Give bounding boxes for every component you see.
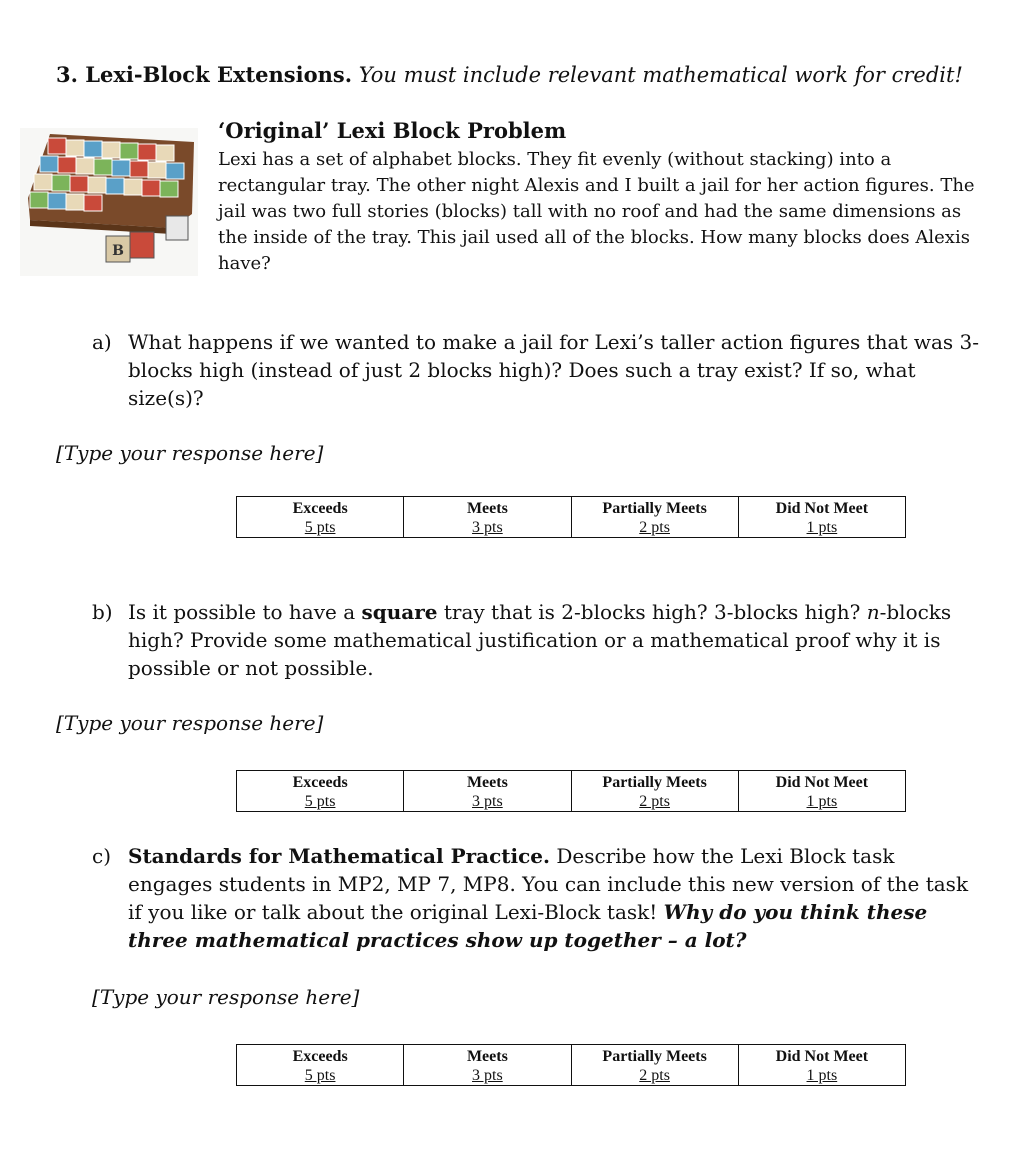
alphabet-blocks-icon [20,128,198,276]
rubric-cell[interactable]: Meets 3 pts [404,1045,571,1086]
rubric-cell[interactable]: Exceeds 5 pts [237,497,404,538]
original-problem-text: Lexi has a set of alphabet blocks. They fit evenly (without stacking) into a rectangular tray. The other night Alexis and I built a jail for her action figures. The jail was two full stories (blocks) tall with no roof and had the same dimensions as the inside of the tray. This jail used all of the blocks. How many blocks does Alexis have? [218,149,975,274]
rubric-cell[interactable]: Partially Meets 2 pts [571,1045,738,1086]
question-c [92,842,982,954]
rubric-table-c [236,1044,906,1086]
rubric-cell[interactable]: Meets 3 pts [404,497,571,538]
response-b-placeholder: Type your response here [63,711,316,735]
response-c[interactable]: [Type your response here] [92,985,360,1009]
question-a-label: a) [92,330,112,354]
rubric-table-a [236,496,906,538]
original-problem-title: ‘Original’ Lexi Block Problem [218,118,567,143]
question-a [92,328,982,412]
rubric-table-b [236,770,906,812]
question-c-text: Standards for Mathematical Practice. Describe how the Lexi Block task engages students in MP2, MP 7, MP8. You can include this new version of the task if you like or talk about the original Lexi-Block task! Why do you think these three mathematical practices show up together – a lot? [128,844,969,952]
question-b-label: b) [92,600,113,624]
question-b-text: Is it possible to have a square tray that is 2-blocks high? 3-blocks high? n-blocks high? Provide some mathematical justification or a mathematical proof why it is possible or not possible. [128,600,952,680]
rubric-cell[interactable]: Partially Meets 2 pts [571,497,738,538]
section-heading [56,62,963,87]
rubric-cell[interactable]: Exceeds 5 pts [237,771,404,812]
alphabet-blocks-image [20,128,198,276]
svg-text:B: B [112,243,124,259]
response-a[interactable]: [Type your response here] [56,441,324,465]
rubric-cell[interactable]: Meets 3 pts [404,771,571,812]
question-c-label: c) [92,844,112,868]
rubric-cell[interactable]: Did Not Meet 1 pts [738,497,905,538]
question-a-text: What happens if we wanted to make a jail for Lexi’s taller action figures that was 3-blocks high (instead of just 2 blocks high)? Does such a tray exist? If so, what size(s)? [128,330,980,410]
response-b[interactable]: [Type your response here] [56,711,324,735]
response-a-placeholder: Type your response here [63,441,316,465]
question-b [92,598,982,682]
rubric-cell[interactable]: Exceeds 5 pts [237,1045,404,1086]
rubric-cell[interactable]: Did Not Meet 1 pts [738,1045,905,1086]
section-heading-note: You must include relevant mathematical work for credit! [358,63,963,87]
rubric-cell[interactable]: Did Not Meet 1 pts [738,771,905,812]
response-c-placeholder: Type your response here [99,985,352,1009]
rubric-cell[interactable]: Partially Meets 2 pts [571,771,738,812]
section-heading-label: 3. Lexi-Block Extensions. [56,62,353,87]
